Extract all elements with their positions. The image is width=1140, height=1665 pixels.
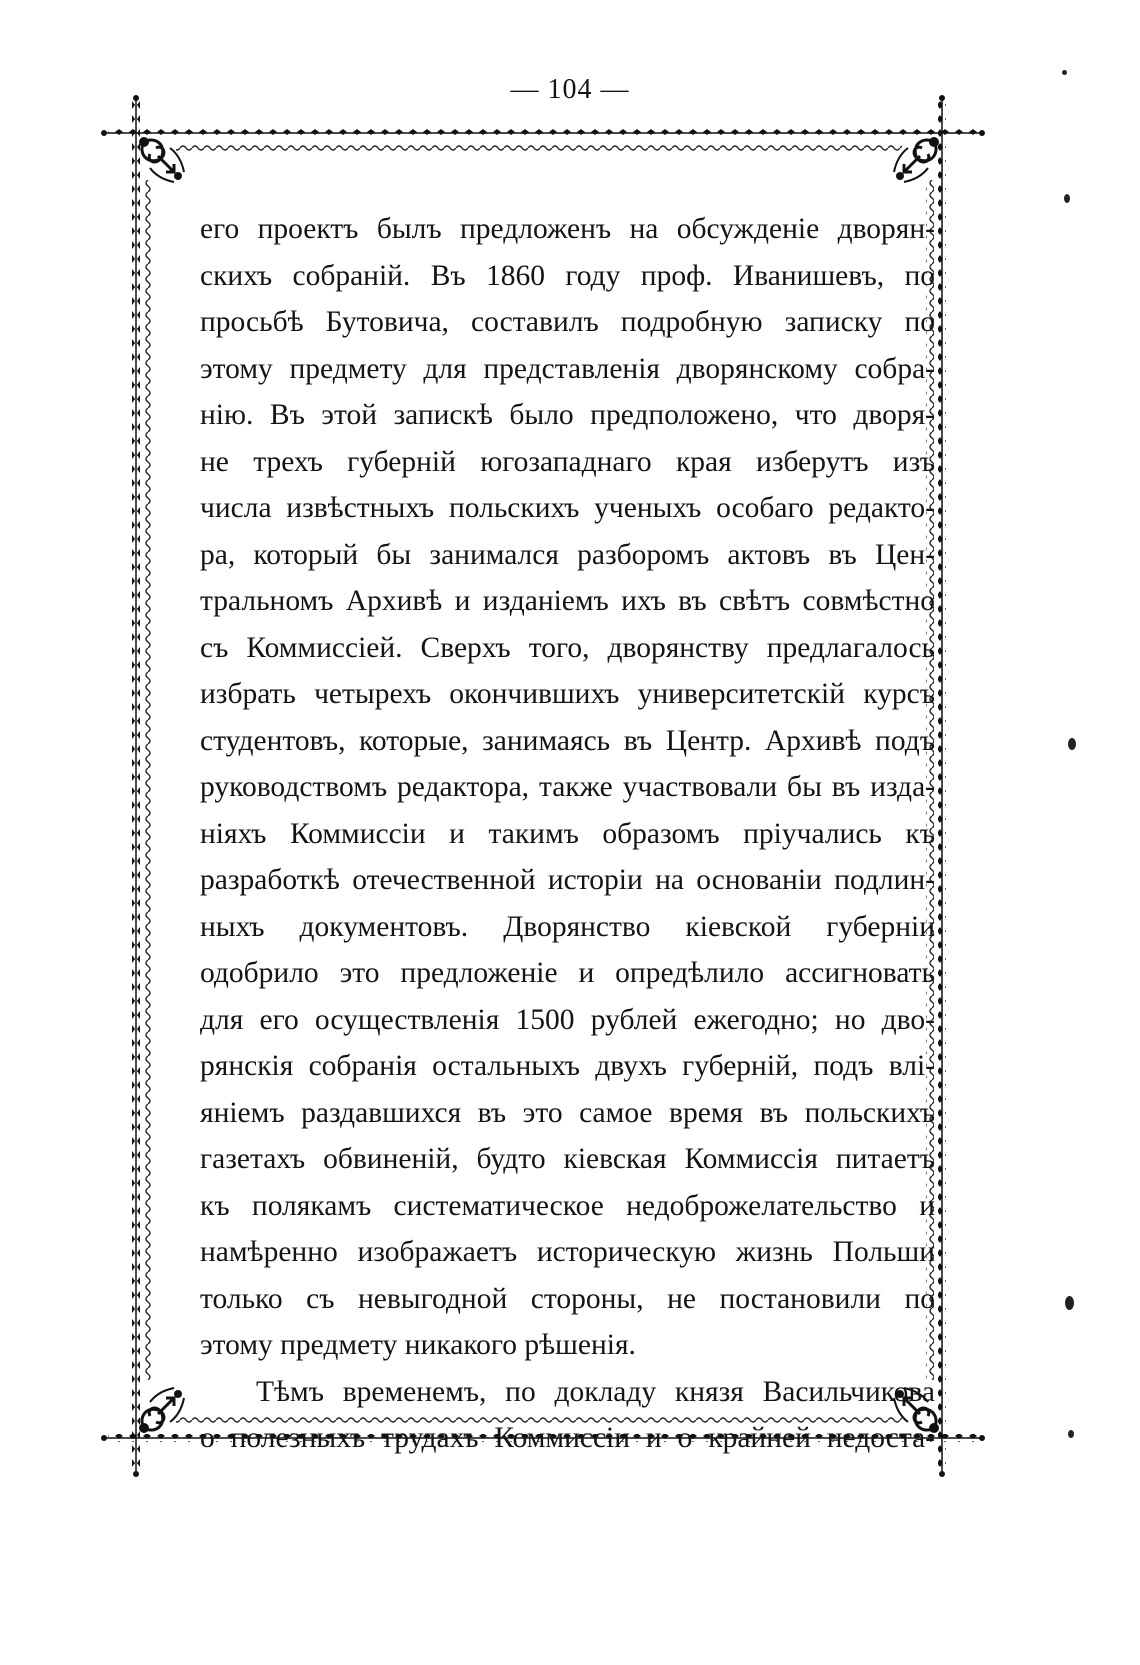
- scan-speck: [1068, 738, 1076, 750]
- text-line: числа извѣстныхъ польскихъ ученыхъ особаго редакто-: [200, 492, 935, 524]
- text-line: нію. Въ этой запискѣ было предположено, что дворя-: [200, 399, 935, 431]
- text-line: скихъ собраній. Въ 1860 году проф. Иванишевъ, по: [200, 259, 935, 292]
- text-line-paragraph-end: этому предмету никакого рѣшенія.: [200, 1329, 636, 1361]
- text-line: просьбѣ Бутовича, составилъ подробную записку по: [200, 306, 935, 338]
- text-line: яніемъ раздавшихся въ это самое время въ польскихъ: [200, 1096, 935, 1129]
- text-line: ныхъ документовъ. Дворянство кіевской губерніи: [200, 910, 935, 943]
- scan-speck: [1068, 1430, 1074, 1438]
- text-line-paragraph-start: Тѣмъ временемъ, по докладу князя Васильчикова: [256, 1375, 935, 1408]
- text-line: съ Коммиссіей. Сверхъ того, дворянству предлагалось: [200, 631, 935, 664]
- text-line: газетахъ обвиненій, будто кіевская Коммиссія питаетъ: [200, 1143, 935, 1175]
- text-line: намѣренно изображаетъ историческую жизнь Польши: [200, 1236, 935, 1268]
- scan-speck: [1064, 194, 1070, 203]
- page-number: — 104 —: [510, 74, 630, 105]
- text-line: для его осуществленія 1500 рублей ежегодно; но дво-: [200, 1003, 935, 1036]
- text-line: къ полякамъ систематическое недоброжелательство и: [200, 1189, 935, 1222]
- scan-speck: [1065, 1296, 1074, 1310]
- text-line: руководствомъ редактора, также участвовали бы въ изда-: [200, 771, 935, 803]
- text-line: разработкѣ отечественной исторіи на основаніи подлин-: [200, 864, 935, 896]
- text-line: этому предмету для представленія дворянскому собра-: [200, 352, 935, 385]
- text-line: его проектъ былъ предложенъ на обсужденіе дворян-: [200, 213, 935, 245]
- scan-speck: [1062, 70, 1067, 75]
- text-line: ра, который бы занимался разборомъ актовъ въ Цен-: [200, 538, 935, 571]
- text-line: о полезныхъ трудахъ Коммиссіи и о крайней недоста-: [200, 1422, 935, 1454]
- text-line: рянскія собранія остальныхъ двухъ губерній, подъ влі-: [200, 1050, 935, 1082]
- body-text: [200, 206, 935, 1462]
- text-line: не трехъ губерній югозападнаго края изберутъ изъ: [200, 445, 935, 478]
- text-line: студентовъ, которые, занимаясь въ Центр. Архивѣ подъ: [200, 724, 935, 757]
- text-line: избрать четырехъ окончившихъ университетскій курсъ: [200, 678, 935, 710]
- text-line: одобрило это предложеніе и опредѣлило ассигновать: [200, 957, 935, 989]
- text-line: только съ невыгодной стороны, не постановили по: [200, 1282, 935, 1315]
- text-line: ніяхъ Коммиссіи и такимъ образомъ пріучались къ: [200, 817, 935, 850]
- text-line: тральномъ Архивѣ и изданіемъ ихъ въ свѣтъ совмѣстно: [200, 585, 935, 617]
